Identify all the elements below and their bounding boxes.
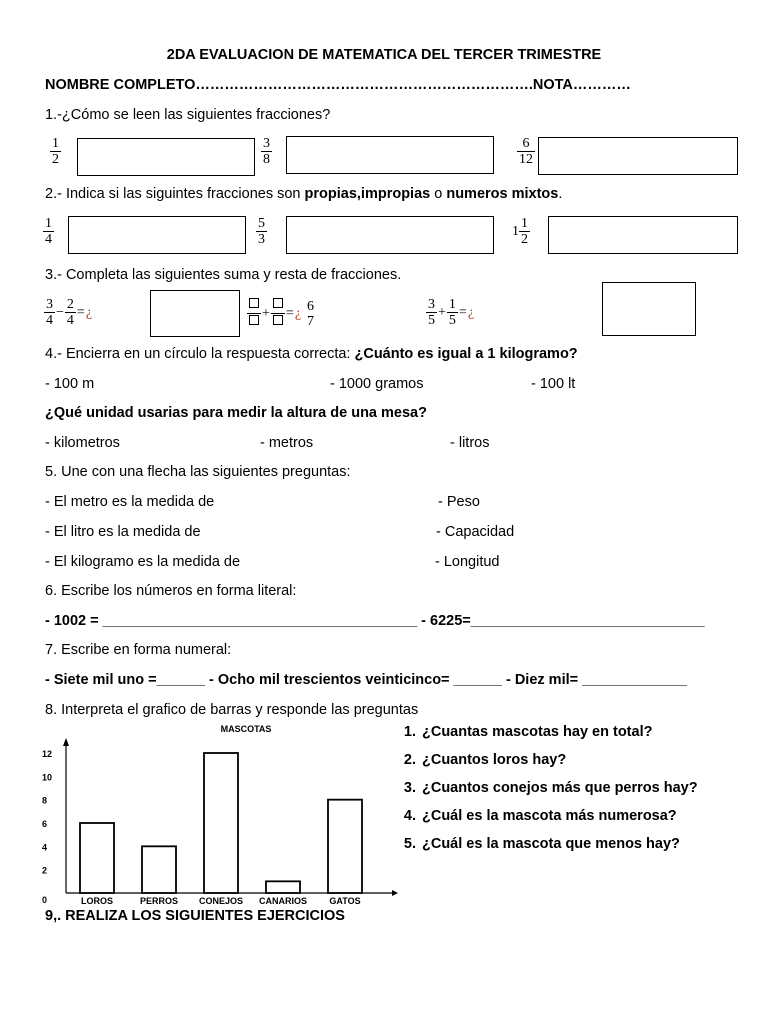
y-axis-arrow-icon xyxy=(63,738,69,746)
fraction xyxy=(305,299,316,329)
x-axis-arrow-icon xyxy=(392,890,398,896)
fraction-denominator: 2 xyxy=(521,232,528,247)
q5-prompt: 5. Une con una flecha las siguientes preguntas: xyxy=(45,464,351,480)
x-tick-label: PERROS xyxy=(139,896,179,906)
unknown-mark: ¿ xyxy=(294,305,302,321)
fraction xyxy=(447,297,458,328)
equals-sign: = xyxy=(458,304,467,320)
q4-question-1: ¿Cuánto es igual a 1 kilogramo? xyxy=(354,346,578,362)
q8-question: 5. ¿Cuál es la mascota que menos hay? xyxy=(420,836,698,852)
mixed-whole: 1 xyxy=(512,223,519,239)
fraction-denominator: 5 xyxy=(428,313,435,328)
fraction-numerator: 1 xyxy=(448,297,456,312)
fraction-denominator: 4 xyxy=(46,313,53,328)
q4-option[interactable]: - litros xyxy=(450,435,490,451)
fraction-numerator: 1 xyxy=(521,216,528,231)
x-tick-label: CONEJOS xyxy=(198,896,244,906)
q4-option[interactable]: - 100 m xyxy=(45,376,95,392)
chart-title: MASCOTAS xyxy=(220,724,272,734)
q5-left-item[interactable]: - El litro es la medida de xyxy=(45,524,201,540)
fraction xyxy=(65,297,76,328)
q2-prompt-text: 2.- Indica si las siguintes fracciones son xyxy=(45,186,305,202)
q3-expression-2 xyxy=(247,297,316,330)
placeholder-square-icon xyxy=(271,313,285,330)
fraction xyxy=(247,297,261,330)
q2-prompt-bold-2: numeros mixtos xyxy=(446,186,559,202)
placeholder-square-icon xyxy=(271,297,285,313)
q5-right-item[interactable]: - Peso xyxy=(438,494,480,510)
name-line: NOMBRE COMPLETO…………………………………………………………….NOTA………… xyxy=(45,77,631,93)
y-tick-label: 10 xyxy=(42,772,53,783)
equals-sign: = xyxy=(285,305,294,321)
fraction-numerator: 1 xyxy=(45,216,52,231)
fraction-numerator: 6 xyxy=(307,298,315,314)
fraction-denominator: 5 xyxy=(448,313,456,328)
fraction-denominator: 8 xyxy=(263,152,270,167)
fraction xyxy=(44,297,55,328)
q4-option[interactable]: - 100 lt xyxy=(531,376,576,392)
q6-prompt: 6. Escribe los números en forma literal: xyxy=(45,583,297,599)
fraction-numerator: 3 xyxy=(46,297,53,312)
q4-option[interactable]: - kilometros xyxy=(45,435,120,451)
y-tick-label: 8 xyxy=(42,795,48,806)
bar-chart xyxy=(30,720,430,910)
fraction xyxy=(426,297,437,328)
q7-prompt: 7. Escribe en forma numeral: xyxy=(45,642,232,658)
q8-question: 1. ¿Cuantas mascotas hay en total? xyxy=(420,724,698,740)
fraction-denominator: 12 xyxy=(519,152,533,167)
q5-left-item[interactable]: - El metro es la medida de xyxy=(45,494,215,510)
q8-question: 3. ¿Cuantos conejos más que perros hay? xyxy=(420,780,698,796)
y-tick-label: 2 xyxy=(42,865,48,876)
q8-question-list xyxy=(403,724,698,864)
q2-prompt-bold-1: propias,impropias xyxy=(304,186,431,202)
q5-right-item[interactable]: - Longitud xyxy=(435,554,500,570)
q2-prompt xyxy=(45,186,562,202)
q1-fraction-2 xyxy=(261,136,272,167)
q2-answer-box-1[interactable] xyxy=(68,216,246,254)
fraction-numerator: 1 xyxy=(52,136,59,151)
q2-prompt-end: . xyxy=(558,186,563,202)
bar xyxy=(80,823,114,893)
q3-answer-box-2[interactable] xyxy=(602,282,696,336)
q4-option[interactable]: - metros xyxy=(260,435,314,451)
x-tick-label: LOROS xyxy=(80,896,114,906)
placeholder-square-icon xyxy=(247,313,261,330)
q5-right-item[interactable]: - Capacidad xyxy=(436,524,515,540)
x-tick-label: GATOS xyxy=(329,896,361,906)
fraction-numerator: 3 xyxy=(263,136,270,151)
fraction-numerator: 5 xyxy=(258,216,265,231)
operator: + xyxy=(438,304,446,320)
q9-prompt: 9,. REALIZA LOS SIGUIENTES EJERCICIOS xyxy=(45,908,345,924)
q4-prompt xyxy=(45,346,578,362)
bar xyxy=(204,753,238,893)
q2-fraction-1 xyxy=(43,216,54,247)
unknown-mark: ¿ xyxy=(467,304,475,320)
fraction-numerator: 3 xyxy=(428,297,435,312)
q1-answer-box-3[interactable] xyxy=(538,137,738,175)
q3-prompt: 3.- Completa las siguientes suma y resta de fracciones. xyxy=(45,267,402,283)
unknown-mark: ¿ xyxy=(85,304,93,320)
operator: + xyxy=(262,305,270,321)
x-tick-label: CANARIOS xyxy=(258,896,308,906)
q4-option[interactable]: - 1000 gramos xyxy=(330,376,424,392)
q8-question: 4. ¿Cuál es la mascota más numerosa? xyxy=(420,808,698,824)
bar xyxy=(328,800,362,893)
fraction-numerator: 6 xyxy=(522,136,530,151)
q4-prompt-text: 4.- Encierra en un círculo la respuesta correcta: xyxy=(45,346,355,362)
q1-fraction-1 xyxy=(50,136,61,167)
q1-answer-box-1[interactable] xyxy=(77,138,255,176)
q3-expression-3 xyxy=(426,297,474,328)
fraction-denominator: 7 xyxy=(307,313,315,329)
q8-prompt: 8. Interpreta el grafico de barras y responde las preguntas xyxy=(45,702,419,718)
page-title: 2DA EVALUACION DE MATEMATICA DEL TERCER TRIMESTRE xyxy=(166,47,602,63)
y-tick-label: 4 xyxy=(42,842,48,853)
fraction-denominator: 4 xyxy=(66,313,74,328)
bar xyxy=(142,846,176,893)
q1-answer-box-2[interactable] xyxy=(286,136,494,174)
q2-fraction-2 xyxy=(256,216,267,247)
y-tick-label: 12 xyxy=(42,749,53,759)
operator: − xyxy=(56,304,64,320)
q6-answer-line[interactable]: - 1002 = _______________________________________ - 6225=_____________________________ xyxy=(45,613,705,629)
equals-sign: = xyxy=(76,304,85,320)
q4-question-2: ¿Qué unidad usarias para medir la altura de una mesa? xyxy=(45,405,427,421)
q3-answer-box-1[interactable] xyxy=(150,290,240,337)
fraction xyxy=(271,297,285,330)
q8-question: 2. ¿Cuantos loros hay? xyxy=(420,752,698,768)
q5-left-item[interactable]: - El kilogramo es la medida de xyxy=(45,554,241,570)
fraction-denominator: 4 xyxy=(45,232,52,247)
mixed-fraction xyxy=(519,216,530,247)
bar xyxy=(266,881,300,893)
q1-fraction-3 xyxy=(517,136,535,167)
y-tick-label: 0 xyxy=(42,895,48,905)
fraction-numerator: 2 xyxy=(66,297,74,312)
q2-prompt-connector: o xyxy=(430,186,447,202)
q2-answer-box-2[interactable] xyxy=(286,216,494,254)
q2-answer-box-3[interactable] xyxy=(548,216,738,254)
fraction-denominator: 3 xyxy=(258,232,265,247)
q1-prompt: 1.-¿Cómo se leen las siguientes fracciones? xyxy=(45,107,331,123)
placeholder-square-icon xyxy=(247,297,261,313)
q3-expression-1 xyxy=(44,297,92,328)
q7-answer-line[interactable]: - Siete mil uno =______ - Ocho mil trescientos veinticinco= ______ - Diez mil= _____________ xyxy=(45,672,687,688)
q2-mixed-number xyxy=(512,216,530,247)
y-tick-label: 6 xyxy=(42,819,48,829)
fraction-denominator: 2 xyxy=(52,152,59,167)
